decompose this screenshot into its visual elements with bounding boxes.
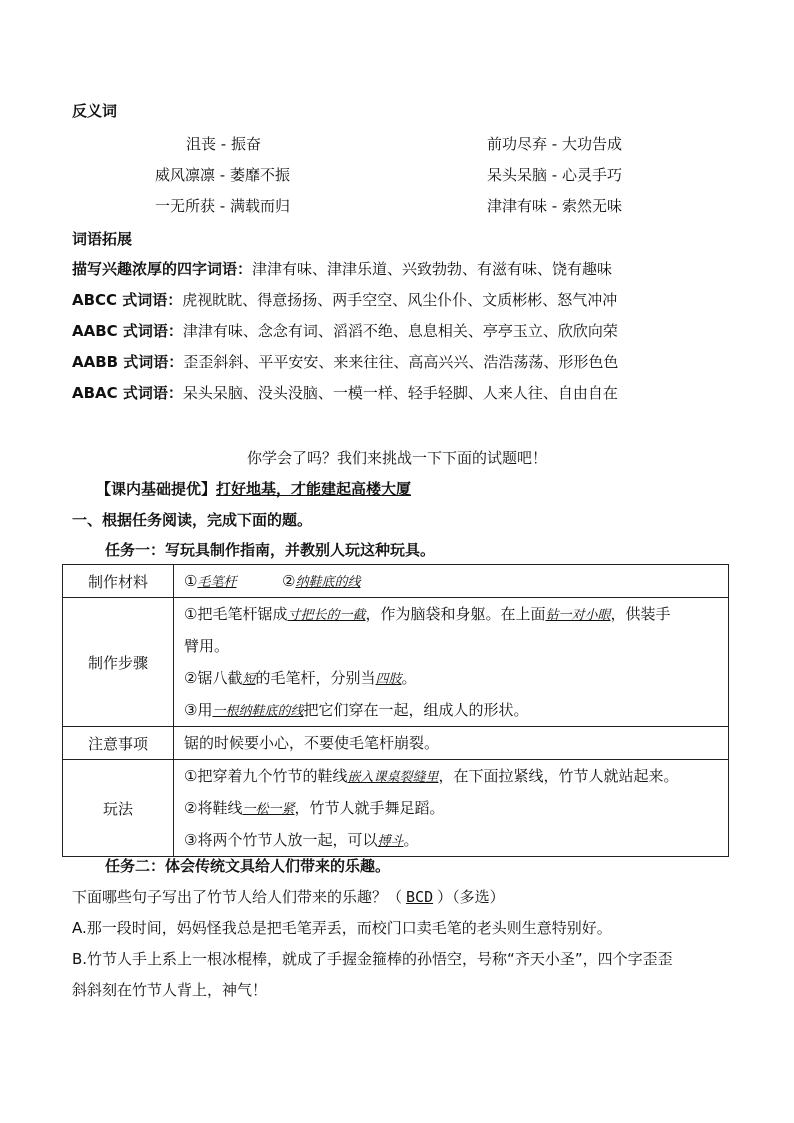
- section-bracket-label: 【课内基础提优】: [96, 480, 217, 498]
- option-a: A.那一段时间，妈妈怪我总是把毛笔弄丢，而校门口卖毛笔的老头则生意特别好。: [72, 919, 612, 937]
- table-row: [63, 760, 729, 857]
- task-two-title: 任务二：体会传统文具给人们带来的乐趣。: [105, 857, 391, 875]
- expansion-row: [72, 320, 618, 341]
- option-b-continued: 斜斜刻在竹节人背上，神气！: [72, 981, 268, 999]
- handwritten-answer: 纳鞋底的线: [295, 575, 361, 590]
- section-slogan: 打好地基，才能建起高楼大厦: [216, 480, 412, 498]
- task-one-title: 任务一：写玩具制作指南，并教别人玩这种玩具。: [105, 541, 436, 559]
- expansion-label: ABCC 式词语：: [72, 291, 183, 309]
- challenge-line: 你学会了吗？我们来挑战一下下面的试题吧！: [246, 449, 547, 467]
- antonym-pair: 前功尽弃 - 大功告成: [487, 135, 622, 153]
- antonym-pair: 一无所获 - 满载而归: [155, 197, 290, 215]
- table-row: [63, 565, 729, 598]
- section-banner: [96, 478, 411, 499]
- toy-guide-table: [62, 564, 729, 857]
- handwritten-answer: 一根纳鞋底的线: [212, 704, 304, 719]
- antonym-pair: 沮丧 - 振奋: [186, 135, 261, 153]
- expansion-heading: 词语拓展: [72, 230, 133, 248]
- expansion-words: 虎视眈眈、得意扬扬、两手空空、风尘仆仆、文质彬彬、怒气冲冲: [182, 291, 618, 309]
- question-stem: 下面哪些句子写出了竹节人给人们带来的乐趣？（ BCD ）（多选）: [72, 888, 505, 906]
- expansion-label: ABAC 式词语：: [72, 384, 183, 402]
- table-row: [63, 598, 729, 727]
- expansion-words: 歪歪斜斜、平平安安、来来往往、高高兴兴、浩浩荡荡、形形色色: [183, 353, 619, 371]
- handwritten-answer: 嵌入课桌裂缝里: [347, 770, 439, 785]
- handwritten-answer: 钻一对小眼: [545, 608, 611, 623]
- handwritten-answer: 寸把长的一截: [287, 608, 366, 623]
- expansion-words: 呆头呆脑、没头没脑、一模一样、轻手轻脚、人来人往、自由自在: [182, 384, 618, 402]
- row-value: ①把穿着九个竹节的鞋线嵌入课桌裂缝里，在下面拉紧线，竹节人就站起来。 ②将鞋线一松一紧，竹节人就手舞足蹈。 ③将两个竹节人放一起，可以搏斗。: [174, 760, 729, 857]
- expansion-words: 津津有味、津津乐道、兴致勃勃、有滋有味、饶有趣味: [252, 260, 613, 278]
- row-value: 锯的时候要小心，不要使毛笔杆崩裂。: [174, 727, 729, 760]
- row-value: ①把毛笔杆锯成寸把长的一截，作为脑袋和身躯。在上面钻一对小眼，供装手 臂用。 ②锯八截短的毛笔杆，分别当四肢。 ③用一根纳鞋底的线把它们穿在一起，组成人的形状。: [174, 598, 729, 727]
- option-b: B.竹节人手上系上一根冰棍棒，就成了手握金箍棒的孙悟空，号称“齐天小圣”，四个字歪歪: [72, 950, 673, 968]
- antonyms-heading: 反义词: [72, 102, 118, 120]
- row-key: 玩法: [63, 760, 174, 857]
- row-value: ①毛笔杆 ②纳鞋底的线: [174, 565, 729, 598]
- expansion-label: AABB 式词语：: [72, 353, 184, 371]
- handwritten-answer: 搏斗: [377, 834, 404, 849]
- antonym-pair: 威风凛凛 - 萎靡不振: [155, 166, 290, 184]
- expansion-row: [72, 351, 618, 372]
- table-row: [63, 727, 729, 760]
- handwritten-answer: 四肢: [375, 672, 402, 687]
- expansion-row: [72, 289, 617, 310]
- expansion-row: [72, 382, 618, 403]
- expansion-label: AABC 式词语：: [72, 322, 183, 340]
- expansion-row: [72, 258, 612, 279]
- row-key: 制作步骤: [63, 598, 174, 727]
- row-key: 注意事项: [63, 727, 174, 760]
- handwritten-answer: 毛笔杆: [197, 575, 237, 590]
- handwritten-answer: 短: [242, 672, 256, 687]
- part-one-title: 一、根据任务阅读，完成下面的题。: [72, 511, 313, 529]
- expansion-words: 津津有味、念念有词、滔滔不绝、息息相关、亭亭玉立、欣欣向荣: [182, 322, 618, 340]
- antonym-pair: 呆头呆脑 - 心灵手巧: [487, 166, 622, 184]
- expansion-label: 描写兴趣浓厚的四字词语：: [72, 260, 253, 278]
- question-answer: BCD: [406, 888, 434, 906]
- antonym-pair: 津津有味 - 索然无味: [487, 197, 622, 215]
- handwritten-answer: 一松一紧: [242, 802, 295, 817]
- row-key: 制作材料: [63, 565, 174, 598]
